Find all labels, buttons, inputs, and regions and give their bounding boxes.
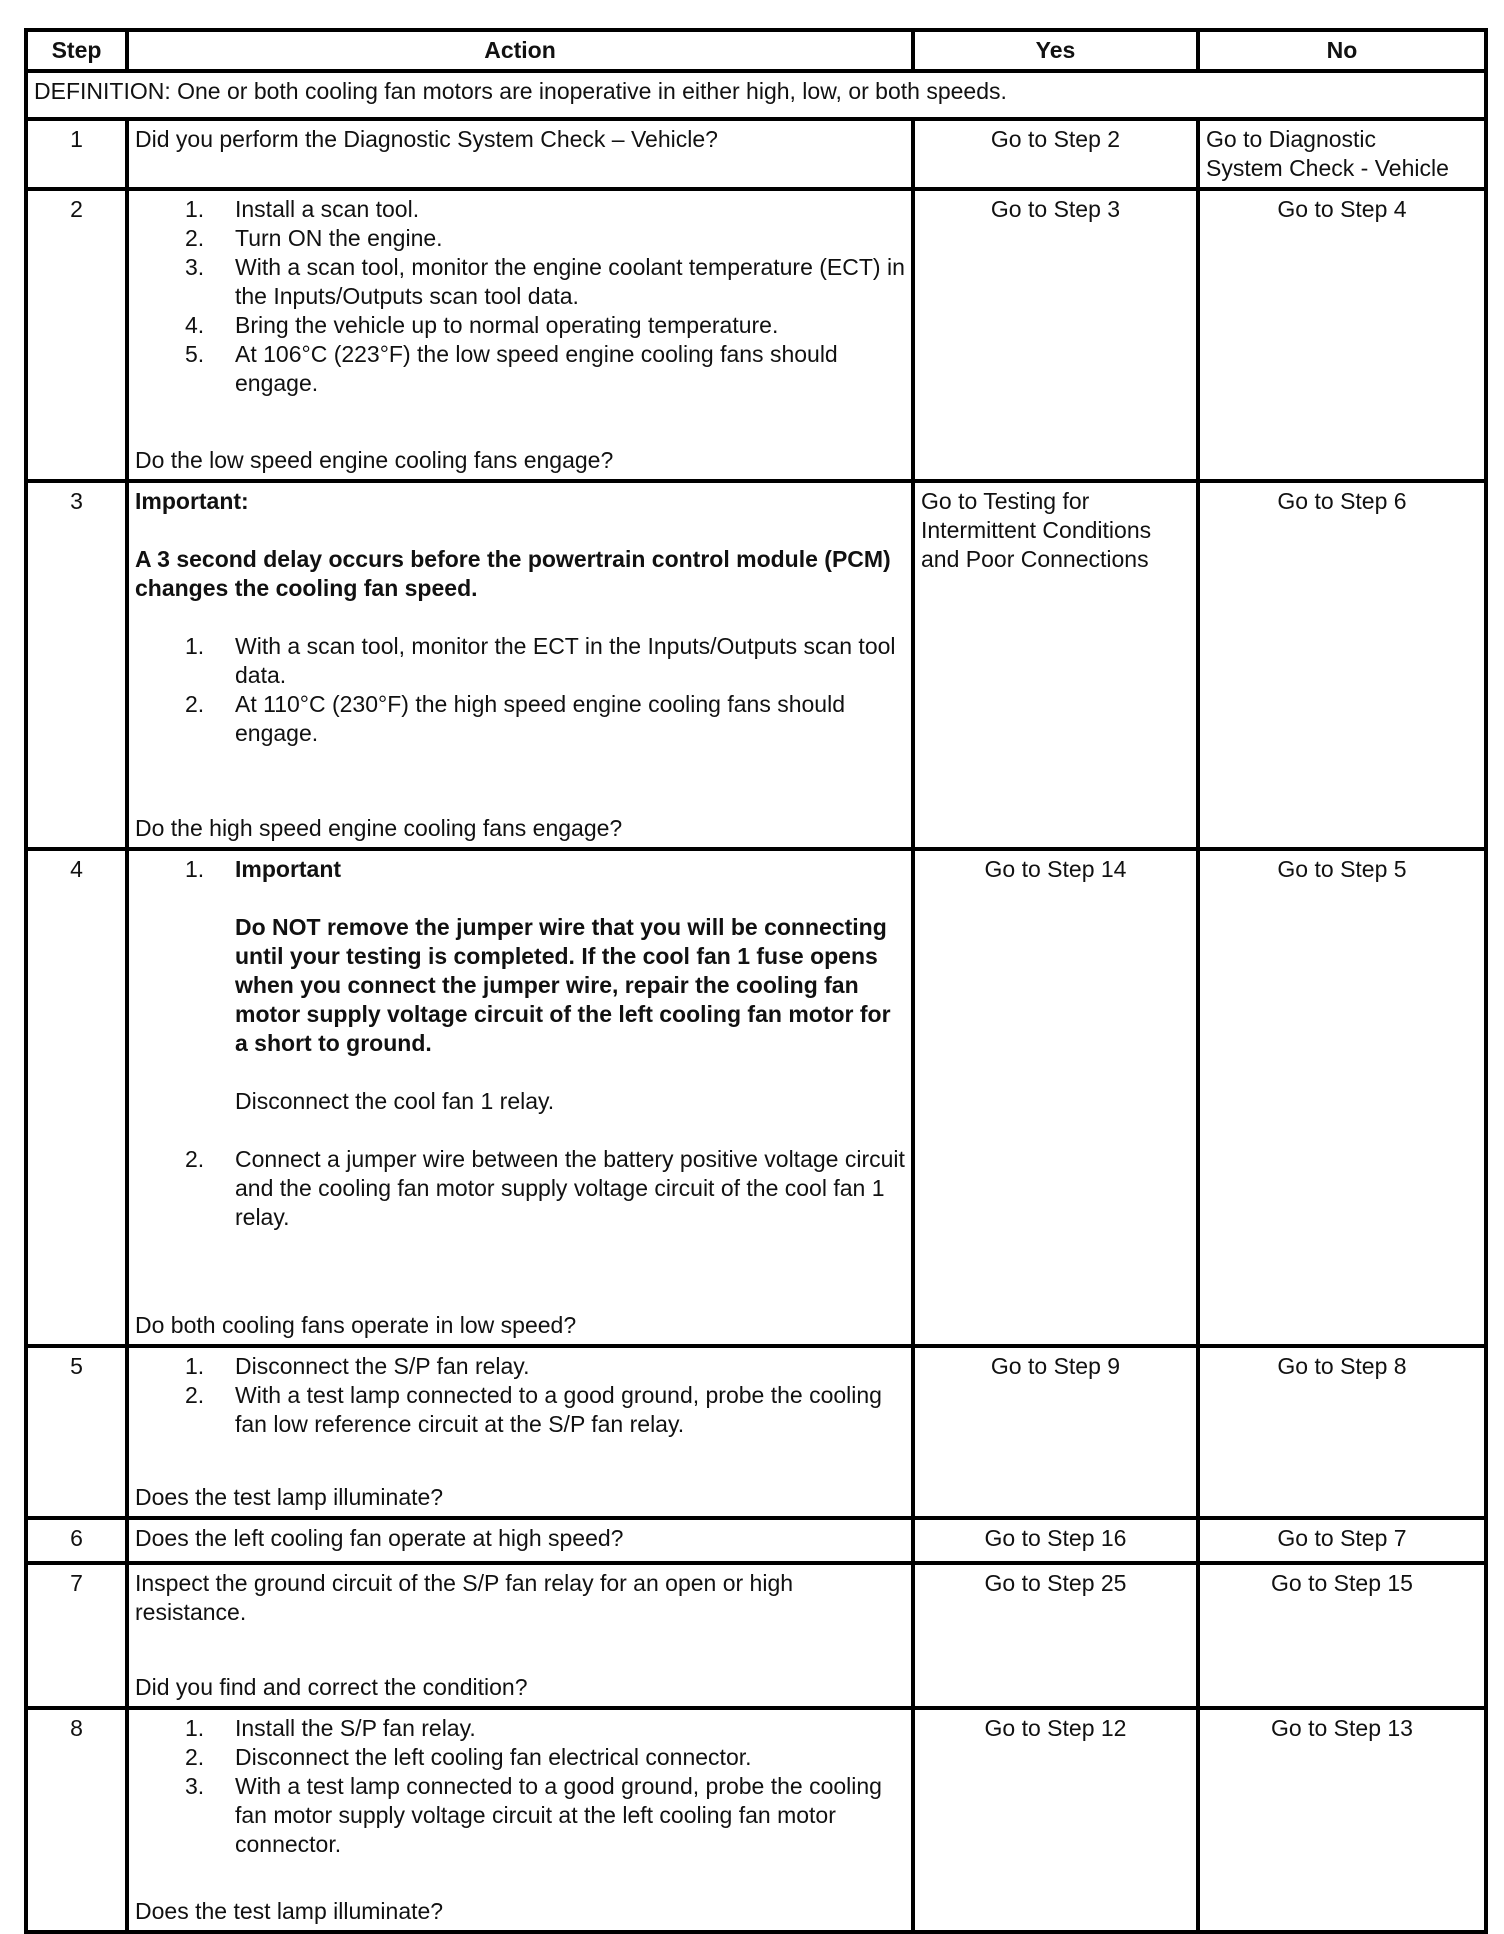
step-number: 7 [26,1563,127,1708]
item-text: Bring the vehicle up to normal operating temperature. [235,312,779,338]
table-row [26,1708,1486,1932]
diagnostic-page [24,28,1484,1934]
action-cell [127,849,913,1346]
item-number: 1. [185,196,205,222]
table-header-row [26,30,1486,71]
action-cell [127,1563,913,1708]
item-text: Disconnect the S/P fan relay. [235,1353,530,1379]
item-number: 1. [185,1353,205,1379]
yes-cell: Go to Step 12 [913,1708,1198,1932]
item-number: 1. [185,856,205,882]
action-list [135,1714,905,1859]
inspect-text: Inspect the ground circuit of the S/P fan relay for an open or high resistance. [135,1570,794,1625]
action-list [135,632,905,748]
item-number: 2. [185,1146,205,1172]
no-cell [1198,119,1486,189]
question-text: Does the test lamp illuminate? [135,1898,444,1924]
list-item [135,1145,905,1232]
item-number: 5. [185,341,205,367]
action-cell [127,481,913,849]
no-text-line1: Go to Diagnostic [1206,126,1377,152]
item-number: 2. [185,1382,205,1408]
item-text: With a test lamp connected to a good ground, probe the cooling fan low reference circuit at the S/P fan relay. [235,1382,882,1437]
important-label: Important [235,856,342,882]
list-item [135,311,905,340]
no-cell: Go to Step 15 [1198,1563,1486,1708]
list-item [135,253,905,311]
item-text: Disconnect the left cooling fan electrical connector. [235,1744,752,1770]
item-number: 4. [185,312,205,338]
action-cell [127,189,913,481]
item-text: Install a scan tool. [235,196,420,222]
definition-text: DEFINITION: One or both cooling fan motors are inoperative in either high, low, or both speeds. [26,71,1486,119]
header-yes: Yes [913,30,1198,71]
item-text: Install the S/P fan relay. [235,1715,476,1741]
table-row [26,1346,1486,1518]
item-number: 3. [185,1773,205,1799]
step-number: 3 [26,481,127,849]
list-item [135,632,905,690]
step-number: 8 [26,1708,127,1932]
list-item [135,1381,905,1439]
item-text: Disconnect the cool fan 1 relay. [235,1088,555,1114]
item-text: With a scan tool, monitor the engine coolant temperature (ECT) in the Inputs/Outputs scan tool data. [235,254,905,309]
question-text: Did you perform the Diagnostic System Check – Vehicle? [135,126,718,152]
table-row [26,189,1486,481]
important-text: A 3 second delay occurs before the powertrain control module (PCM) changes the cooling fan speed. [135,546,891,601]
question-text: Do the high speed engine cooling fans engage? [135,815,623,841]
question-text: Do the low speed engine cooling fans engage? [135,447,614,473]
definition-row [26,71,1486,119]
item-number: 2. [185,225,205,251]
action-cell [127,119,913,189]
item-number: 2. [185,1744,205,1770]
list-item [135,1743,905,1772]
diagnostic-table [24,28,1488,1934]
header-no: No [1198,30,1486,71]
action-cell [127,1346,913,1518]
list-item [135,1714,905,1743]
no-cell: Go to Step 5 [1198,849,1486,1346]
yes-cell: Go to Step 25 [913,1563,1198,1708]
item-text: With a test lamp connected to a good ground, probe the cooling fan motor supply voltage circuit at the left cooling fan motor connector. [235,1773,882,1857]
item-text: With a scan tool, monitor the ECT in the Inputs/Outputs scan tool data. [235,633,896,688]
yes-cell: Go to Step 16 [913,1518,1198,1563]
step-number: 5 [26,1346,127,1518]
no-cell: Go to Step 6 [1198,481,1486,849]
item-number: 1. [185,633,205,659]
action-list [135,195,905,398]
no-cell: Go to Step 7 [1198,1518,1486,1563]
yes-text-line3: and Poor Connections [921,546,1149,572]
question-text: Does the test lamp illuminate? [135,1484,444,1510]
question-text: Did you find and correct the condition? [135,1674,528,1700]
no-text-line2: System Check - Vehicle [1206,155,1449,181]
question-text: Does the left cooling fan operate at high speed? [135,1525,624,1551]
list-item [135,1352,905,1381]
action-cell [127,1518,913,1563]
no-cell: Go to Step 4 [1198,189,1486,481]
list-item [135,224,905,253]
header-step: Step [26,30,127,71]
yes-cell [913,481,1198,849]
yes-cell: Go to Step 9 [913,1346,1198,1518]
action-list [135,855,905,1232]
table-row [26,481,1486,849]
question-text: Do both cooling fans operate in low speed? [135,1312,577,1338]
no-cell: Go to Step 13 [1198,1708,1486,1932]
yes-cell: Go to Step 2 [913,119,1198,189]
list-item [135,1772,905,1859]
important-text: Do NOT remove the jumper wire that you will be connecting until your testing is completed. If the cool fan 1 fuse opens when you connect the jumper wire, repair the cooling fan motor supply voltage circuit of the left cooling fan motor for a short to ground. [235,914,891,1056]
step-number: 6 [26,1518,127,1563]
table-row [26,849,1486,1346]
no-cell: Go to Step 8 [1198,1346,1486,1518]
list-item [135,690,905,748]
step-number: 4 [26,849,127,1346]
item-text: Turn ON the engine. [235,225,443,251]
list-item [135,855,905,1116]
yes-cell: Go to Step 3 [913,189,1198,481]
list-item [135,195,905,224]
step-number: 1 [26,119,127,189]
header-action: Action [127,30,913,71]
action-list [135,1352,905,1439]
item-number: 3. [185,254,205,280]
item-text: Connect a jumper wire between the battery positive voltage circuit and the cooling fan motor supply voltage circuit of the cool fan 1 relay. [235,1146,905,1230]
yes-text-line2: Intermittent Conditions [921,517,1152,543]
item-text: At 110°C (230°F) the high speed engine cooling fans should engage. [235,691,845,746]
step-number: 2 [26,189,127,481]
important-label: Important: [135,488,249,514]
table-row [26,1518,1486,1563]
action-cell [127,1708,913,1932]
table-row [26,1563,1486,1708]
yes-cell: Go to Step 14 [913,849,1198,1346]
item-number: 2. [185,691,205,717]
yes-text-line1: Go to Testing for [921,488,1090,514]
item-text: At 106°C (223°F) the low speed engine cooling fans should engage. [235,341,838,396]
list-item [135,340,905,398]
table-row [26,119,1486,189]
item-number: 1. [185,1715,205,1741]
